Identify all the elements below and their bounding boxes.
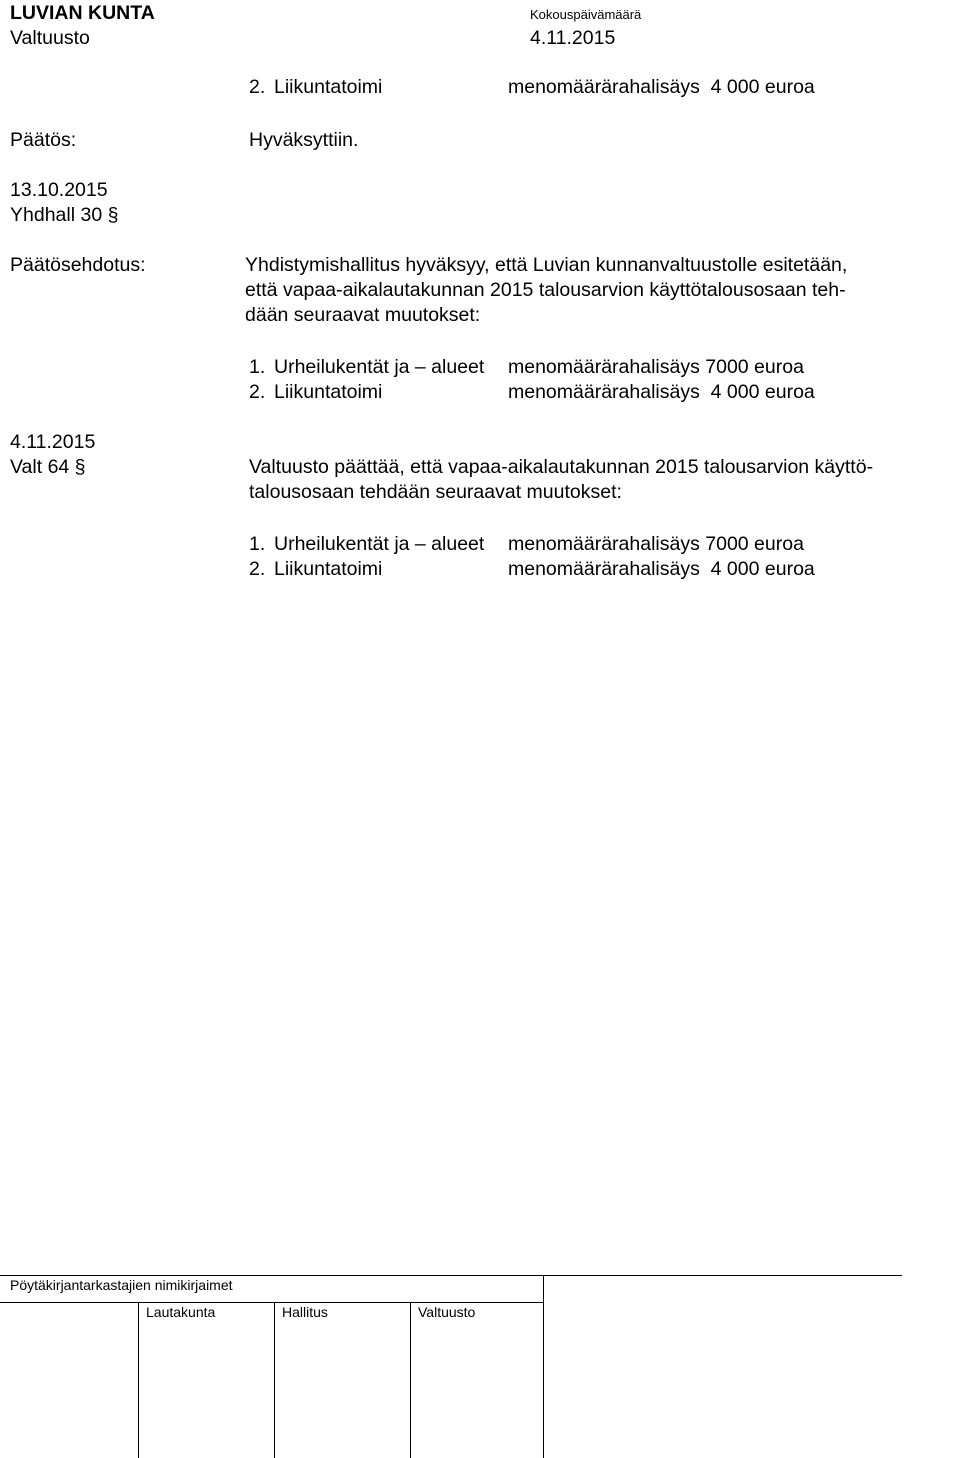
board-item-number: 1.: [249, 356, 266, 378]
top-item-name: Liikuntatoimi: [274, 76, 383, 98]
proposal-label: Päätösehdotus:: [10, 254, 146, 276]
footer-column-divider: [274, 1302, 275, 1458]
meeting-date: 4.11.2015: [530, 27, 616, 49]
initials-column-board: Lautakunta: [146, 1304, 216, 1320]
council-item-amount: menomäärärahalisäys 4 000 euroa: [508, 558, 815, 580]
proposal-line: että vapaa-aikalautakunnan 2015 talousarvion käyttötalousosaan teh-: [245, 279, 846, 301]
top-item-amount: menomäärärahalisäys 4 000 euroa: [508, 76, 815, 98]
council-item-amount: menomäärärahalisäys 7000 euroa: [508, 533, 804, 555]
decision-text: Hyväksyttiin.: [249, 129, 359, 151]
board-item-amount: menomäärärahalisäys 4 000 euroa: [508, 381, 815, 403]
board-item-number: 2.: [249, 381, 266, 403]
footer-column-divider: [138, 1302, 139, 1458]
decision-label: Päätös:: [10, 129, 77, 151]
council-date: 4.11.2015: [10, 431, 96, 453]
council-reference: Valt 64 §: [10, 456, 86, 478]
footer-mid-rule: [0, 1302, 543, 1303]
initials-column-executive: Hallitus: [282, 1304, 328, 1320]
meeting-date-label: Kokouspäivämäärä: [530, 7, 642, 22]
organization-name: LUVIAN KUNTA: [10, 2, 155, 24]
footer-column-divider: [410, 1302, 411, 1458]
governing-body: Valtuusto: [10, 27, 90, 49]
proposal-line: dään seuraavat muutokset:: [245, 304, 481, 326]
council-text-line: talousosaan tehdään seuraavat muutokset:: [249, 481, 622, 503]
footer-right-divider: [543, 1275, 544, 1303]
council-item-number: 2.: [249, 558, 266, 580]
footer-column-divider: [543, 1302, 544, 1458]
board-item-name: Liikuntatoimi: [274, 381, 383, 403]
council-item-name: Liikuntatoimi: [274, 558, 383, 580]
board-date: 13.10.2015: [10, 179, 108, 201]
board-reference: Yhdhall 30 §: [10, 204, 119, 226]
council-item-name: Urheilukentät ja – alueet: [274, 533, 485, 555]
council-item-number: 1.: [249, 533, 266, 555]
board-item-name: Urheilukentät ja – alueet: [274, 356, 485, 378]
council-text-line: Valtuusto päättää, että vapaa-aikalautakunnan 2015 talousarvion käyttö-: [249, 456, 874, 478]
initials-column-council: Valtuusto: [418, 1304, 476, 1320]
footer-top-rule: [0, 1275, 902, 1276]
initials-title: Pöytäkirjantarkastajien nimikirjaimet: [10, 1277, 233, 1293]
top-item-number: 2.: [249, 76, 266, 98]
proposal-line: Yhdistymishallitus hyväksyy, että Luvian kunnanvaltuustolle esitetään,: [245, 254, 848, 276]
board-item-amount: menomäärärahalisäys 7000 euroa: [508, 356, 804, 378]
